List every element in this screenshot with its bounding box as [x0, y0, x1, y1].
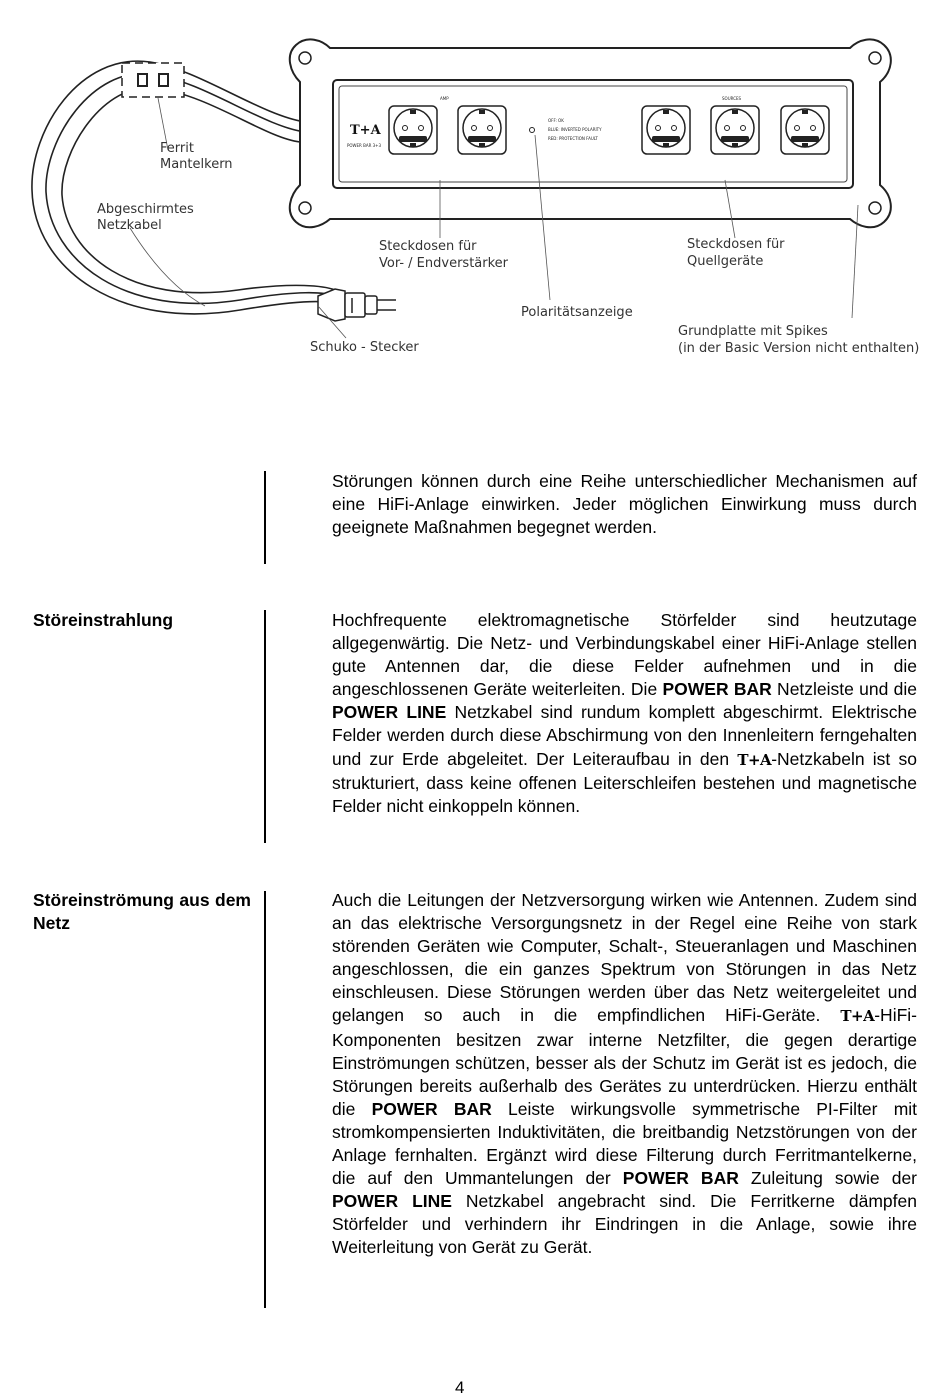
baseplate-label: (in der Basic Version nicht enthalten) [678, 341, 920, 356]
margin-rule [264, 471, 266, 564]
power-socket [642, 106, 690, 154]
section-heading: Störeinstrahlung [33, 610, 174, 630]
mains-text: Auch die Leitungen der Netzversorgung wirken wie Antennen. Zudem sind an das elektrische Versorgungsnetz in der Regel eine Reihe von stark störenden Geräten wie Computer, Schalt-, Steueranlagen und Maschinen angeschlossen, die ein ganzes Spektrum von Störungen in das Netz einschleusen. Diese Störungen werden über das Netz weitergeleitet und gelangen so auch in die empfindlichen HiFi-Geräte. T+A-HiFi-Komponenten besitzen zwar interne Netzfilter, die gegen derartige Einströmungen schützen, besser als der Schutz im Gerät ist es jedoch, die Störungen bereits außerhalb des Gerätes zu unterdrücken. Hierzu enthält die POWER BAR Leiste wirkungsvolle symmetrische PI-Filter mit stromkompensierten Induktivitäten, die breitbandig Netzstörungen von der Anlage fernhalten. Ergänzt wird diese Filterung durch Ferritmantelkerne, die auf den Ummantelungen der POWER BAR Zuleitung sowie der POWER LINE Netzkabel angebracht sind. Die Ferritkerne dämpfen Störfelder und verhindern ihr Eindringen in die Anlage, sowie ihre Weiterleitung von Gerät zu Gerät. [332, 890, 918, 1258]
spike-hole [299, 202, 311, 214]
model-label: POWER BAR 3+3 [347, 143, 382, 148]
cable-label: Netzkabel [97, 218, 162, 233]
plug-label: Schuko - Stecker [310, 340, 419, 355]
amp-group-label: AMP [440, 96, 449, 101]
amp-outlets-label: Vor- / Endverstärker [379, 256, 509, 271]
ferrite-label: Mantelkern [160, 157, 233, 172]
power-bar-diagram [0, 0, 950, 370]
svg-text:BLUE: INVERTED POLARITY: BLUE: INVERTED POLARITY [548, 127, 602, 132]
section-heading: Störeinströmung aus dem Netz [33, 890, 251, 933]
brand-logo: T+A [840, 1007, 875, 1026]
power-socket [711, 106, 759, 154]
svg-text:OFF: OK: OFF: OK [548, 118, 564, 123]
spike-hole [869, 52, 881, 64]
source-outlets-label: Quellgeräte [687, 254, 764, 269]
cable-label: Abgeschirmtes [97, 202, 194, 217]
power-socket [389, 106, 437, 154]
brand-logo: T+A [737, 750, 772, 769]
schuko-plug [318, 289, 396, 321]
power-socket [458, 106, 506, 154]
spike-hole [299, 52, 311, 64]
source-outlets-label: Steckdosen für [687, 237, 785, 252]
svg-text:RED: PROTECTION FAULT: RED: PROTECTION FAULT [548, 136, 598, 141]
ferrite-label: Ferrit [160, 141, 194, 156]
shielded-cable-coil [32, 61, 335, 314]
brand-logo: T+A [350, 123, 381, 138]
margin-rule [264, 891, 266, 1308]
power-socket [781, 106, 829, 154]
radiation-text: Hochfrequente elektromagnetische Störfelder sind heutzutage allgegenwärtig. Die Netz- und Verbindungskabel einer HiFi-Anlage stellen gute Antennen dar, die diese Felder aufnehmen und in die angeschlossenen Geräte weiterleiten. Die POWER BAR Netzleiste und die POWER LINE Netzkabel sind rundum komplett abgeschirmt. Elektrische Felder werden durch diese Abschirmung von den Innenleitern ferngehalten und zur Erde abgeleitet. Der Leiteraufbau in den T+A-Netzkabeln ist so strukturiert, dass keine offenen Leiterschleifen bestehen und magnetische Felder nicht einkoppeln können. [332, 610, 917, 816]
ferrite-core [122, 63, 184, 97]
spike-hole [869, 202, 881, 214]
page-number: 4 [455, 1378, 465, 1397]
polarity-label: Polaritätsanzeige [521, 305, 633, 320]
intro-text: Störungen können durch eine Reihe unterschiedlicher Mechanismen auf eine HiFi-Anlage einwirken. Jeder möglichen Einwirkung muss durch geeignete Maßnahmen begegnet werden. [332, 471, 917, 538]
source-group-label: SOURCES [722, 96, 742, 101]
margin-rule [264, 610, 266, 843]
baseplate-label: Grundplatte mit Spikes [678, 324, 828, 339]
amp-outlets-label: Steckdosen für [379, 239, 477, 254]
